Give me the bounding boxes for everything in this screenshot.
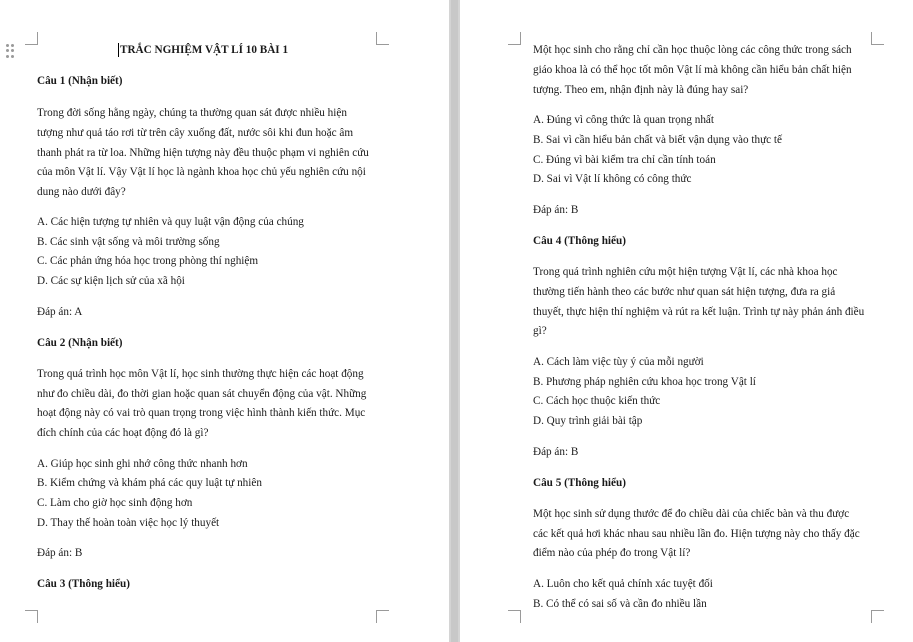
question-2-answer: Đáp án: B (37, 547, 83, 559)
page-corner-mark (376, 610, 389, 623)
question-2-option: C. Làm cho giờ học sinh động hơn (37, 497, 193, 509)
document-page-2[interactable] (460, 0, 913, 642)
question-3-text-line: tượng. Theo em, nhận định này là đúng hay sai? (533, 84, 749, 96)
question-5-heading: Câu 5 (Thông hiểu) (533, 477, 626, 489)
question-1-option: B. Các sinh vật sống và môi trường sống (37, 236, 220, 248)
question-1-heading: Câu 1 (Nhận biết) (37, 75, 123, 87)
question-4-option: D. Quy trình giải bài tập (533, 415, 643, 427)
question-2-text-line: như đo chiều dài, đo thời gian hoặc quan sát chuyển động của vật. Những (37, 388, 367, 400)
question-3-text-line: Một học sinh cho rằng chỉ cần học thuộc lòng các công thức trong sách (533, 44, 852, 56)
question-3-text-line: giáo khoa là có thể học tốt môn Vật lí mà không cần hiểu bản chất hiện (533, 64, 852, 76)
question-1-option: A. Các hiện tượng tự nhiên và quy luật vận động của chúng (37, 216, 304, 228)
question-1-answer: Đáp án: A (37, 306, 83, 318)
question-5-text-line: các kết quả hơi khác nhau sau nhiều lần đo. Hiện tượng này cho thấy đặc (533, 528, 860, 540)
question-3-option: A. Đúng vì công thức là quan trọng nhất (533, 114, 714, 126)
question-5-text-line: điểm nào của phép đo trong Vật lí? (533, 547, 691, 559)
page-corner-mark (871, 610, 884, 623)
document-title: TRẮC NGHIỆM VẬT LÍ 10 BÀI 1 (120, 44, 289, 56)
text-cursor (118, 43, 119, 57)
drag-handle-icon[interactable] (6, 44, 14, 58)
question-4-text-line: thường tiến hành theo các bước như quan sát hiện tượng, đưa ra giả (533, 286, 836, 298)
question-1-option: D. Các sự kiện lịch sử của xã hội (37, 275, 185, 287)
question-2-option: D. Thay thế hoàn toàn việc học lý thuyết (37, 517, 220, 529)
question-2-option: B. Kiểm chứng và khám phá các quy luật tự nhiên (37, 477, 262, 489)
page-corner-mark (25, 32, 38, 45)
question-1-text-line: tượng như quả táo rơi từ trên cây xuống đất, nước sôi khi đun hoặc âm (37, 127, 354, 139)
question-1-text-line: Trong đời sống hằng ngày, chúng ta thường quan sát được nhiều hiện (37, 107, 347, 119)
question-3-answer: Đáp án: B (533, 204, 579, 216)
question-4-option: B. Phương pháp nghiên cứu khoa học trong Vật lí (533, 376, 756, 388)
question-2-text-line: đích chính của các hoạt động đó là gì? (37, 427, 209, 439)
question-4-text-line: thuyết, thực hiện thí nghiệm và rút ra kết luận. Trình tự này phản ánh điều (533, 306, 865, 318)
question-5-text-line: Một học sinh sử dụng thước để đo chiều dài của chiếc bàn và thu được (533, 508, 850, 520)
page-corner-mark (871, 32, 884, 45)
question-4-text-line: gì? (533, 325, 547, 337)
page-corner-mark (376, 32, 389, 45)
page-divider (451, 0, 458, 642)
question-2-text-line: hoạt động này có vai trò quan trọng trong việc hình thành kiến thức. Mục (37, 407, 366, 419)
question-4-text-line: Trong quá trình nghiên cứu một hiện tượng Vật lí, các nhà khoa học (533, 266, 838, 278)
question-4-option: C. Cách học thuộc kiến thức (533, 395, 661, 407)
question-2-option: A. Giúp học sinh ghi nhớ công thức nhanh hơn (37, 458, 248, 470)
question-5-option: A. Luôn cho kết quả chính xác tuyệt đối (533, 578, 713, 590)
page-corner-mark (508, 32, 521, 45)
question-3-option: C. Đúng vì bài kiểm tra chỉ cần tính toán (533, 154, 716, 166)
question-3-option: D. Sai vì Vật lí không có công thức (533, 173, 692, 185)
question-4-heading: Câu 4 (Thông hiểu) (533, 235, 626, 247)
document-page-1[interactable] (0, 0, 449, 642)
question-1-option: C. Các phản ứng hóa học trong phòng thí nghiệm (37, 255, 259, 267)
question-5-option: B. Có thể có sai số và cần đo nhiều lần (533, 598, 707, 610)
page-corner-mark (25, 610, 38, 623)
question-2-text-line: Trong quá trình học môn Vật lí, học sinh thường thực hiện các hoạt động (37, 368, 364, 380)
question-1-text-line: của môn Vật lí. Vậy Vật lí học là ngành khoa học chủ yếu nghiên cứu nội (37, 166, 366, 178)
question-4-option: A. Cách làm việc tùy ý của mỗi người (533, 356, 704, 368)
question-3-heading: Câu 3 (Thông hiểu) (37, 578, 130, 590)
question-4-answer: Đáp án: B (533, 446, 579, 458)
page-corner-mark (508, 610, 521, 623)
question-1-text-line: thanh phát ra từ loa. Những hiện tượng này đều thuộc phạm vi nghiên cứu (37, 147, 369, 159)
question-3-option: B. Sai vì cần hiểu bản chất và biết vận dụng vào thực tế (533, 134, 783, 146)
question-1-text-line: dung nào dưới đây? (37, 186, 126, 198)
question-2-heading: Câu 2 (Nhận biết) (37, 337, 123, 349)
